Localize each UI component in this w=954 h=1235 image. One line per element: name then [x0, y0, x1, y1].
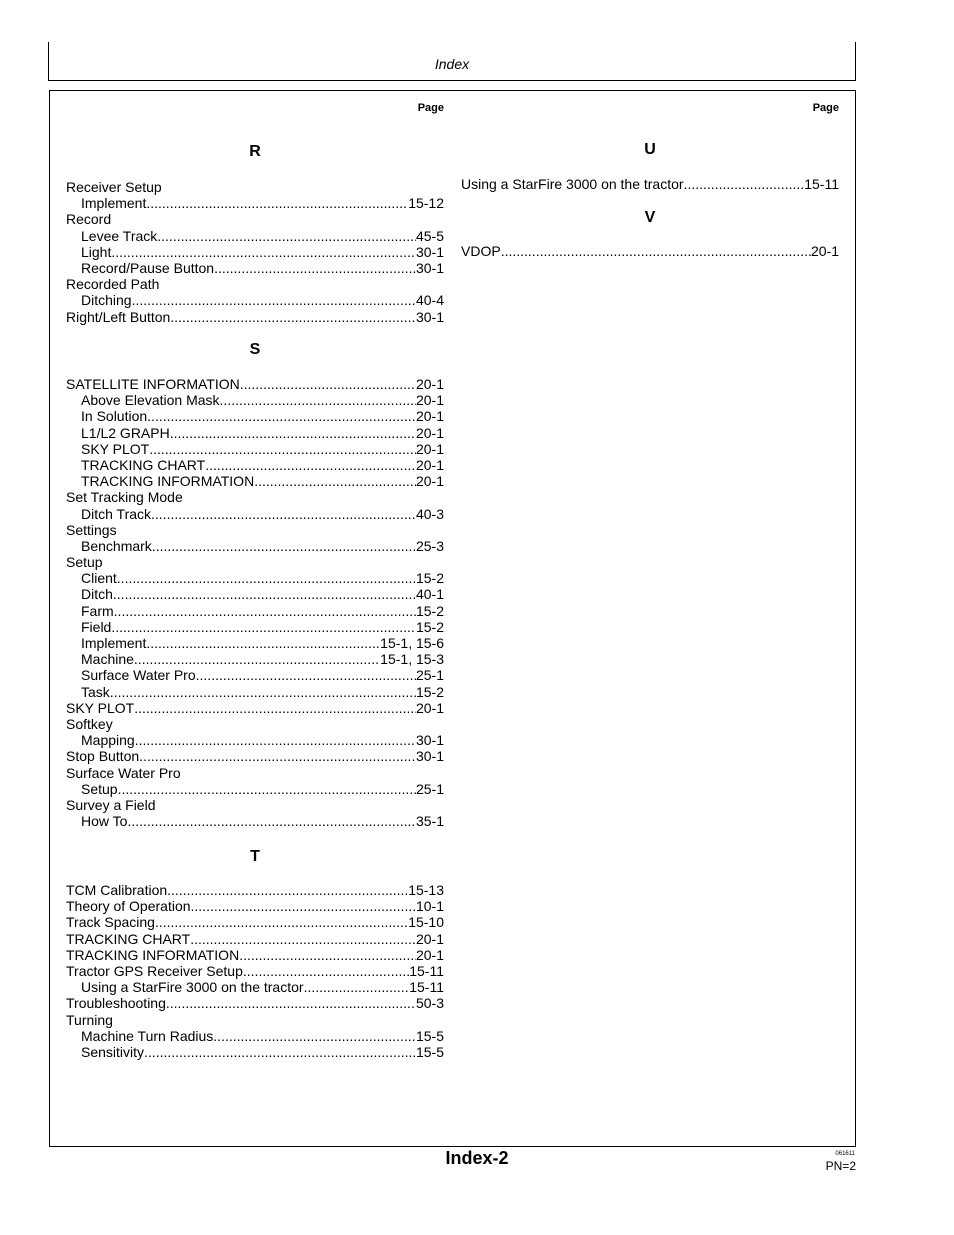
entry-term: Setup	[81, 780, 118, 797]
entry-term: Implement	[81, 195, 147, 212]
dot-leader	[191, 898, 416, 914]
entry-term: Light	[81, 243, 112, 260]
entry-term: Benchmark	[81, 537, 152, 554]
index-subentry	[66, 651, 444, 667]
entry-term: SATELLITE INFORMATION	[66, 376, 240, 392]
section-letter-r: R	[249, 143, 261, 160]
index-subentry	[66, 813, 444, 829]
entry-term: Field	[81, 618, 112, 635]
section-r-entries	[66, 179, 444, 325]
entry-term: Ditch Track	[81, 505, 152, 522]
entry-term: SKY PLOT	[81, 440, 150, 457]
index-entry	[66, 700, 444, 716]
entry-page-ref: 30-1	[415, 259, 444, 276]
entry-page-ref: 20-1	[810, 243, 839, 259]
index-entry	[66, 797, 444, 813]
dot-leader	[167, 882, 408, 898]
entry-term: SKY PLOT	[66, 699, 135, 716]
entry-page-ref: 15-11	[804, 176, 839, 192]
section-letter-s: S	[249, 341, 261, 358]
index-subentry	[66, 781, 444, 797]
index-subentry	[66, 667, 444, 683]
index-subentry	[66, 195, 444, 211]
index-subentry	[66, 538, 444, 554]
index-subentry	[66, 392, 444, 408]
dot-leader	[114, 603, 416, 619]
entry-page-ref: 30-1	[415, 243, 444, 260]
index-subentry	[66, 260, 444, 276]
dot-leader	[304, 979, 410, 995]
dot-leader	[501, 243, 811, 259]
entry-page-ref: 15-10	[408, 914, 444, 931]
index-entry	[66, 963, 444, 979]
footer-page-number: Index-2	[445, 1148, 509, 1168]
dot-leader	[111, 619, 416, 635]
entry-page-ref: 30-1	[415, 308, 444, 325]
entry-page-ref: 15-2	[415, 683, 444, 700]
dot-leader	[132, 292, 416, 308]
entry-term: Stop Button	[66, 748, 140, 765]
section-letter-t: T	[250, 848, 260, 865]
entry-term: Surface Water Pro	[66, 764, 181, 781]
index-subentry	[66, 635, 444, 651]
dot-leader	[149, 441, 416, 457]
index-entry	[66, 765, 444, 781]
entry-term: Task	[81, 683, 110, 700]
entry-term: Turning	[66, 1011, 113, 1028]
index-subentry	[66, 603, 444, 619]
section-t-entries	[66, 882, 444, 1060]
footer-code: 061611	[835, 1151, 855, 1157]
entry-page-ref: 20-1	[415, 440, 444, 457]
entry-page-ref: 40-1	[415, 586, 444, 603]
entry-term: Troubleshooting	[66, 995, 166, 1012]
entry-page-ref: 20-1	[415, 699, 444, 716]
index-entry	[66, 1012, 444, 1028]
entry-term: Set Tracking Mode	[66, 489, 183, 506]
index-subentry	[66, 732, 444, 748]
entry-term: Ditch	[81, 586, 113, 603]
index-entry	[66, 376, 444, 392]
dot-leader	[134, 700, 416, 716]
index-subentry	[66, 473, 444, 489]
index-subentry	[66, 506, 444, 522]
index-subentry	[66, 425, 444, 441]
entry-term: Implement	[81, 635, 147, 651]
entry-page-ref: 15-2	[415, 602, 444, 619]
entry-term: Setup	[66, 554, 103, 571]
dot-leader	[196, 667, 416, 683]
entry-page-ref: 15-1, 15-6	[380, 635, 444, 651]
dot-leader	[111, 244, 416, 260]
dot-leader	[239, 947, 416, 963]
dot-leader	[147, 408, 416, 424]
dot-leader	[190, 931, 416, 947]
index-subentry	[66, 457, 444, 473]
entry-page-ref: 50-3	[415, 995, 444, 1012]
entry-term: Ditching	[81, 292, 132, 309]
entry-term: TCM Calibration	[66, 882, 168, 898]
dot-leader	[170, 309, 416, 325]
entry-term: How To	[81, 813, 128, 830]
index-subentry	[66, 292, 444, 308]
entry-page-ref: 15-5	[415, 1043, 444, 1060]
index-subentry	[66, 684, 444, 700]
entry-term: Using a StarFire 3000 on the tractor	[461, 176, 684, 192]
entry-page-ref: 20-1	[415, 456, 444, 473]
entry-page-ref: 20-1	[415, 392, 444, 409]
dot-leader	[684, 176, 805, 192]
dot-leader	[170, 425, 416, 441]
index-entry	[66, 211, 444, 227]
index-entry	[66, 489, 444, 505]
entry-page-ref: 20-1	[415, 930, 444, 947]
entry-term: Record	[66, 211, 112, 228]
index-entry	[66, 522, 444, 538]
entry-page-ref: 30-1	[415, 748, 444, 765]
entry-term: TRACKING CHART	[81, 456, 206, 473]
entry-term: In Solution	[81, 408, 148, 425]
entry-page-ref: 20-1	[415, 408, 444, 425]
entry-page-ref: 30-1	[415, 732, 444, 749]
dot-leader	[113, 586, 416, 602]
footer-pn: PN=2	[825, 1159, 856, 1173]
dot-leader	[240, 376, 416, 392]
dot-leader	[144, 1044, 416, 1060]
dot-leader	[139, 748, 416, 764]
header-title: Index	[434, 56, 470, 72]
section-v-entries	[461, 243, 839, 259]
entry-term: Softkey	[66, 715, 113, 732]
entry-page-ref: 35-1	[415, 813, 444, 830]
entry-term: Farm	[81, 602, 114, 619]
entry-page-ref: 15-13	[408, 882, 444, 898]
dot-leader	[205, 457, 416, 473]
index-entry	[66, 898, 444, 914]
index-entry	[66, 748, 444, 764]
entry-page-ref: 15-5	[415, 1027, 444, 1044]
index-entry	[461, 243, 839, 259]
entry-term: Theory of Operation	[66, 898, 191, 915]
section-letter-v: V	[644, 209, 656, 226]
index-entry	[66, 309, 444, 325]
dot-leader	[118, 781, 416, 797]
entry-page-ref: 15-11	[409, 979, 444, 996]
dot-leader	[243, 963, 409, 979]
entry-term: Levee Track	[81, 227, 158, 244]
index-entry	[66, 716, 444, 732]
entry-term: Right/Left Button	[66, 308, 171, 325]
index-subentry	[66, 228, 444, 244]
dot-leader	[110, 684, 416, 700]
index-subentry	[66, 619, 444, 635]
dot-leader	[214, 260, 416, 276]
entry-term: Sensitivity	[81, 1043, 145, 1060]
index-subentry	[66, 1044, 444, 1060]
entry-term: Record/Pause Button	[81, 259, 215, 276]
entry-term: Machine	[81, 651, 134, 668]
index-entry	[66, 554, 444, 570]
page-column-label: Page	[417, 102, 444, 114]
entry-page-ref: 25-1	[415, 667, 444, 684]
index-subentry	[66, 244, 444, 260]
dot-leader	[146, 195, 408, 211]
entry-term: Client	[81, 570, 117, 587]
dot-leader	[254, 473, 416, 489]
entry-page-ref: 45-5	[415, 227, 444, 244]
entry-page-ref: 20-1	[415, 376, 444, 392]
section-u-entries	[461, 176, 839, 192]
entry-page-ref: 25-3	[415, 537, 444, 554]
dot-leader	[135, 732, 416, 748]
entry-term: Mapping	[81, 732, 135, 749]
dot-leader	[213, 1028, 416, 1044]
index-entry	[66, 276, 444, 292]
dot-leader	[220, 392, 416, 408]
entry-term: TRACKING INFORMATION	[66, 946, 240, 963]
index-entry	[66, 914, 444, 930]
dot-leader	[155, 914, 408, 930]
entry-page-ref: 10-1	[415, 898, 444, 915]
entry-page-ref: 40-4	[415, 292, 444, 309]
page-column-label: Page	[812, 102, 839, 114]
entry-term: Machine Turn Radius	[81, 1027, 214, 1044]
entry-page-ref: 15-2	[415, 618, 444, 635]
entry-page-ref: 20-1	[415, 424, 444, 441]
index-entry	[66, 179, 444, 195]
entry-page-ref: 20-1	[415, 946, 444, 963]
entry-term: Survey a Field	[66, 796, 156, 813]
entry-term: TRACKING CHART	[66, 930, 191, 947]
index-content	[49, 90, 856, 1147]
section-s-entries	[66, 376, 444, 829]
index-subentry	[66, 570, 444, 586]
index-subentry	[66, 1028, 444, 1044]
index-entry	[66, 995, 444, 1011]
entry-page-ref: 15-11	[409, 962, 444, 979]
dot-leader	[157, 228, 416, 244]
index-entry	[66, 931, 444, 947]
dot-leader	[166, 995, 416, 1011]
index-entry	[66, 882, 444, 898]
entry-term: Tractor GPS Receiver Setup	[66, 962, 243, 979]
entry-page-ref: 15-2	[415, 570, 444, 587]
entry-term: Track Spacing	[66, 914, 155, 931]
entry-page-ref: 15-12	[408, 195, 444, 212]
entry-term: Recorded Path	[66, 276, 160, 293]
section-letter-u: U	[644, 141, 656, 158]
entry-term: Surface Water Pro	[81, 667, 196, 684]
dot-leader	[117, 570, 416, 586]
entry-term: Settings	[66, 521, 117, 538]
index-subentry	[66, 441, 444, 457]
index-subentry	[66, 586, 444, 602]
page-header	[48, 42, 856, 81]
entry-page-ref: 25-1	[415, 780, 444, 797]
entry-term: L1/L2 GRAPH	[81, 424, 170, 441]
entry-term: TRACKING INFORMATION	[81, 473, 255, 490]
entry-page-ref: 15-1, 15-3	[380, 651, 444, 668]
entry-term: VDOP	[461, 243, 501, 259]
entry-page-ref: 20-1	[415, 473, 444, 490]
index-entry	[461, 176, 839, 192]
index-entry	[66, 947, 444, 963]
entry-page-ref: 40-3	[415, 505, 444, 522]
dot-leader	[151, 506, 416, 522]
index-subentry	[66, 408, 444, 424]
dot-leader	[127, 813, 416, 829]
entry-term: Above Elevation Mask	[81, 392, 220, 409]
dot-leader	[146, 635, 380, 651]
dot-leader	[134, 651, 380, 667]
index-subentry	[66, 979, 444, 995]
entry-term: Using a StarFire 3000 on the tractor	[81, 979, 304, 996]
dot-leader	[152, 538, 416, 554]
entry-term: Receiver Setup	[66, 179, 162, 195]
